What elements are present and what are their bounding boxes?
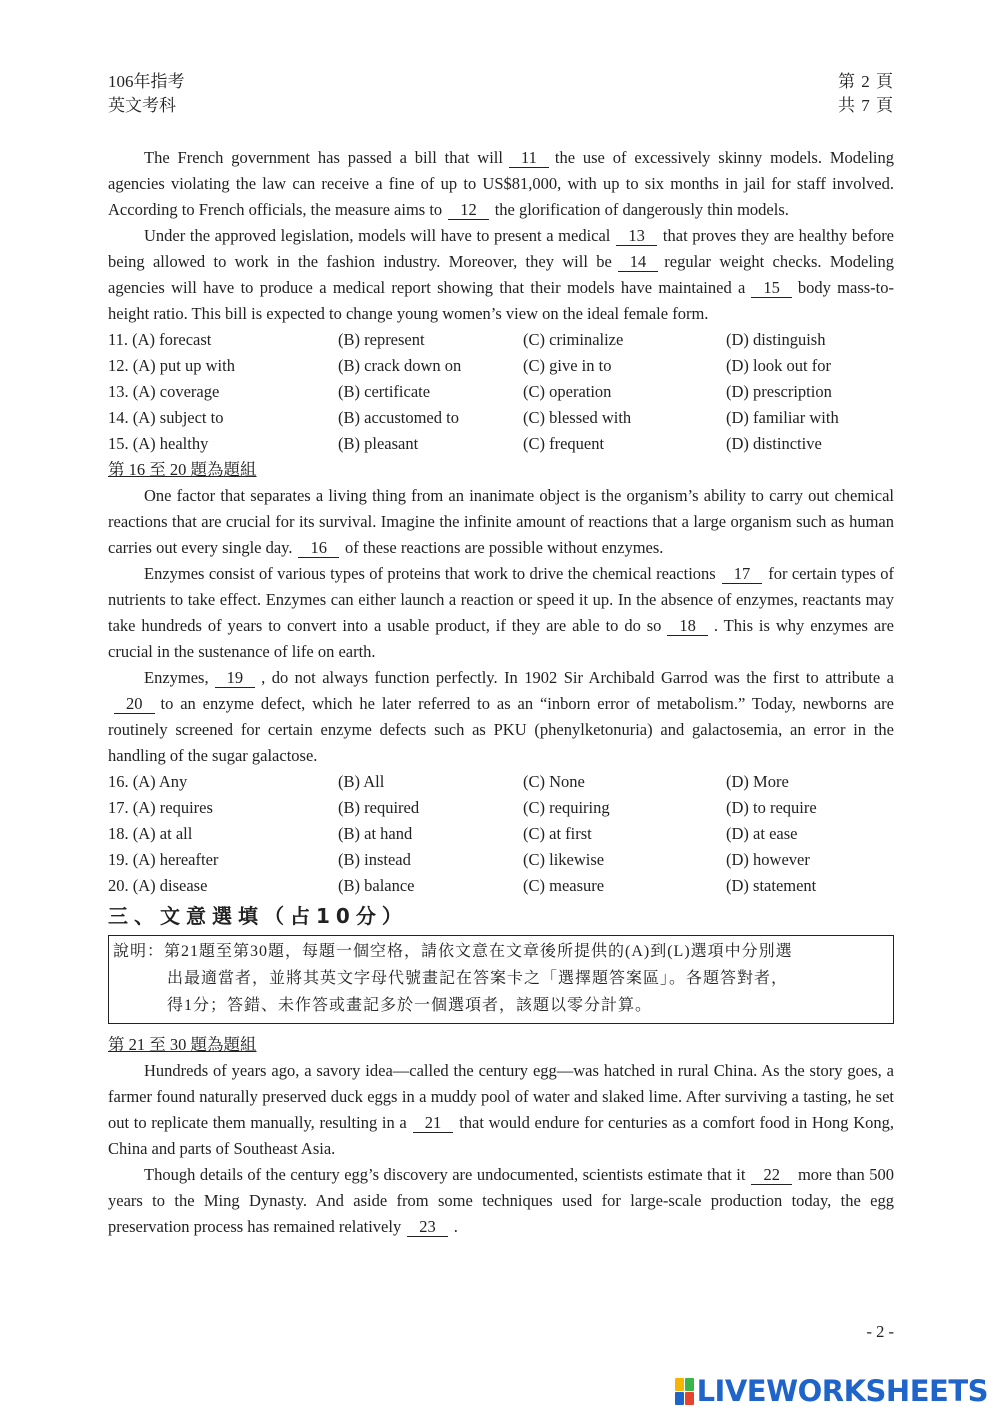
option-c: (C) at first xyxy=(523,824,592,843)
option-d: (D) statement xyxy=(726,876,817,895)
option-b: (B) at hand xyxy=(338,824,413,843)
option-row-20 xyxy=(108,873,894,899)
passage-b-paragraph-3: Enzymes, 19 , do not always function perfectly. In 1902 Sir Archibald Garrod was the first to attribute a20 to an enzyme defect, which he later referred to as an “inborn error of metabolism.” Today, newborns are routinely screened for certain enzyme defects such as PKU (phenylketonuria) and galactosemia, an error in the handling of the sugar galactose. xyxy=(108,668,894,765)
page-number: - 2 - xyxy=(866,1322,894,1341)
option-row-16 xyxy=(108,769,894,795)
option-b: (B) balance xyxy=(338,876,415,895)
header-left xyxy=(108,70,185,118)
option-a: 19. (A) hereafter xyxy=(108,850,219,869)
blank-23[interactable]: 23 xyxy=(407,1217,448,1237)
blank-18[interactable]: 18 xyxy=(667,616,708,636)
logo-tile-yellow xyxy=(675,1378,684,1391)
blank-11[interactable]: 11 xyxy=(509,148,549,168)
option-row-18 xyxy=(108,821,894,847)
option-d: (D) look out for xyxy=(726,356,831,375)
question-group-label-21-30: 第 21 至 30 題為題組 xyxy=(108,1035,257,1054)
logo-tile-blue xyxy=(675,1392,684,1405)
liveworksheets-logo[interactable] xyxy=(675,1374,988,1408)
option-a: 16. (A) Any xyxy=(108,772,188,791)
option-c: (C) criminalize xyxy=(523,330,624,349)
option-d: (D) More xyxy=(726,772,789,791)
option-d: (D) familiar with xyxy=(726,408,839,427)
option-b: (B) instead xyxy=(338,850,411,869)
option-a: 17. (A) requires xyxy=(108,798,213,817)
instructions-line-1: 說明：第21題至第30題，每題一個空格，請依文意在文章後所提供的(A)到(L)選項中分別選 xyxy=(113,943,793,960)
logo-tile-red xyxy=(685,1392,694,1405)
header-right xyxy=(838,70,894,118)
question-group-label-16-20: 第 16 至 20 題為題組 xyxy=(108,460,257,479)
option-row-13 xyxy=(108,379,894,405)
blank-12[interactable]: 12 xyxy=(448,200,489,220)
option-row-12 xyxy=(108,353,894,379)
blank-15[interactable]: 15 xyxy=(751,278,792,298)
subject-label: 英文考科 xyxy=(108,96,176,115)
instructions-box xyxy=(108,935,894,1024)
option-c: (C) operation xyxy=(523,382,612,401)
option-c: (C) frequent xyxy=(523,434,605,453)
option-d: (D) at ease xyxy=(726,824,798,843)
option-a: 20. (A) disease xyxy=(108,876,208,895)
option-row-17 xyxy=(108,795,894,821)
instructions-line-3: 得1分；答錯、未作答或畫記多於一個選項者，該題以零分計算。 xyxy=(167,997,653,1014)
exam-page xyxy=(108,70,894,1240)
section-3-title: 三、文意選填（占10分） xyxy=(108,904,408,928)
blank-14[interactable]: 14 xyxy=(618,252,659,272)
blank-22[interactable]: 22 xyxy=(751,1165,792,1185)
blank-21[interactable]: 21 xyxy=(413,1113,454,1133)
liveworksheets-logo-icon xyxy=(675,1378,694,1405)
blank-20[interactable]: 20 xyxy=(114,694,155,714)
total-pages-label: 共 7 頁 xyxy=(838,96,894,115)
option-row-14 xyxy=(108,405,894,431)
option-b: (B) pleasant xyxy=(338,434,419,453)
instructions-line-2: 出最適當者，並將其英文字母代號畫記在答案卡之「選擇題答案區」。各題答對者， xyxy=(167,970,789,987)
passage-b-paragraph-2: Enzymes consist of various types of proteins that work to drive the chemical reactions 17 for certain types of nutrients to take effect. Enzymes can either launch a reaction or speed it up. In the absence of enzymes, reactants may take hundreds of years to convert into a usable product, if they are able to do so 18 . This is why enzymes are crucial in the sustenance of life on earth. xyxy=(108,564,894,661)
option-d: (D) prescription xyxy=(726,382,832,401)
exam-year-label: 106年指考 xyxy=(108,72,185,91)
option-d: (D) to require xyxy=(726,798,817,817)
option-c: (C) likewise xyxy=(523,850,605,869)
blank-17[interactable]: 17 xyxy=(722,564,763,584)
blank-19[interactable]: 19 xyxy=(215,668,256,688)
option-d: (D) distinguish xyxy=(726,330,826,349)
option-b: (B) required xyxy=(338,798,420,817)
option-a: 18. (A) at all xyxy=(108,824,193,843)
option-b: (B) certificate xyxy=(338,382,431,401)
option-d: (D) distinctive xyxy=(726,434,822,453)
passage-a-paragraph-2: Under the approved legislation, models will have to present a medical 13 that proves they are healthy before being allowed to work in the fashion industry. Moreover, they will be 14 regular weight checks. Modeling agencies will have to produce a medical report showing that their models have maintained a 15 body mass-to-height ratio. This bill is expected to change young women’s view on the ideal female form. xyxy=(108,226,895,323)
passage-a-paragraph-1: The French government has passed a bill that will 11 the use of excessively skinny models. Modeling agencies violating the law can receive a fine of up to US$81,000, with up to six months in jail for staff involved. According to French officials, the measure aims to 12 the glorification of dangerously thin models. xyxy=(108,148,894,219)
option-b: (B) crack down on xyxy=(338,356,462,375)
option-c: (C) requiring xyxy=(523,798,610,817)
option-b: (B) represent xyxy=(338,330,425,349)
blank-16[interactable]: 16 xyxy=(298,538,339,558)
option-row-15 xyxy=(108,431,894,457)
passage-c-paragraph-1: Hundreds of years ago, a savory idea—called the century egg—was hatched in rural China. As the story goes, a farmer found naturally preserved duck eggs in a muddy pool of water and slaked lime. After surviving a tasting, he set out to replicate them manually, resulting in a 21 that would endure for centuries as a comfort food in Hong Kong, China and parts of Southeast Asia. xyxy=(108,1061,895,1158)
option-c: (C) measure xyxy=(523,876,605,895)
option-a: 12. (A) put up with xyxy=(108,356,235,375)
options-11-15 xyxy=(108,327,894,457)
logo-tile-green xyxy=(685,1378,694,1391)
option-c: (C) give in to xyxy=(523,356,612,375)
option-b: (B) accustomed to xyxy=(338,408,459,427)
passage-c-paragraph-2: Though details of the century egg’s discovery are undocumented, scientists estimate that it 22 more than 500 years to the Ming Dynasty. And aside from some techniques used for large-scale production today, the egg preservation process has remained relatively 23 . xyxy=(108,1165,894,1236)
option-c: (C) None xyxy=(523,772,585,791)
option-row-19 xyxy=(108,847,894,873)
options-16-20 xyxy=(108,769,894,899)
option-a: 14. (A) subject to xyxy=(108,408,224,427)
liveworksheets-wordmark: LIVEWORKSHEETS xyxy=(696,1374,988,1408)
blank-13[interactable]: 13 xyxy=(616,226,657,246)
option-b: (B) All xyxy=(338,772,385,791)
option-row-11 xyxy=(108,327,894,353)
page-label: 第 2 頁 xyxy=(838,72,894,91)
option-c: (C) blessed with xyxy=(523,408,632,427)
option-a: 15. (A) healthy xyxy=(108,434,209,453)
page-header xyxy=(108,70,894,122)
option-a: 11. (A) forecast xyxy=(108,330,212,349)
passage-b-paragraph-1: One factor that separates a living thing from an inanimate object is the organism’s ability to carry out chemical reactions that are crucial for its survival. Imagine the infinite amount of reactions that a large organism such as human carries out every single day. 16 of these reactions are possible without enzymes. xyxy=(108,486,894,557)
option-d: (D) however xyxy=(726,850,810,869)
option-a: 13. (A) coverage xyxy=(108,382,220,401)
